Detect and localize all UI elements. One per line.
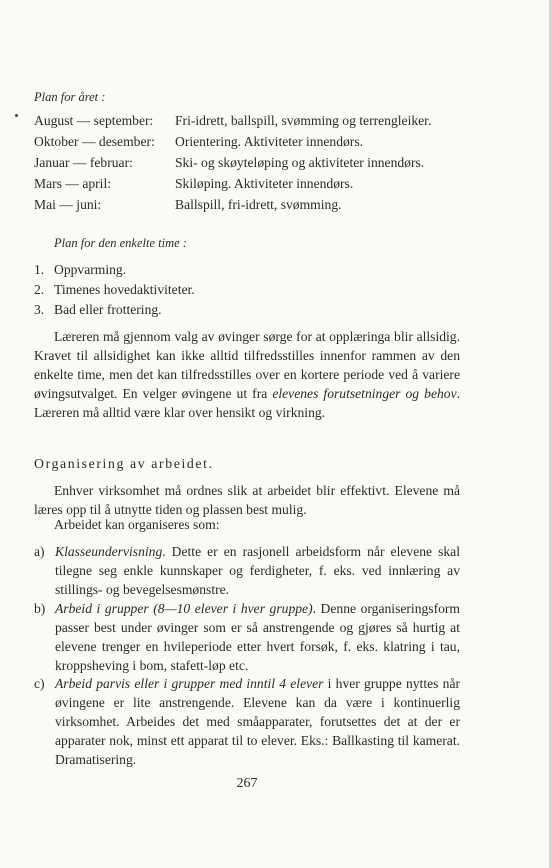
plan-year-activity: Fri-idrett, ballspill, svømming og terrengleiker. [175,113,432,128]
plan-year-activity: Skiløping. Aktiviteter innendørs. [175,176,354,191]
list-item [34,674,460,769]
list-item-title: Arbeid i grupper (8—10 elever i hver gruppe) [55,601,313,616]
page-number: 267 [236,776,258,791]
plan-lesson-heading: Plan for den enkelte time : [54,236,187,250]
lesson-step-number: 1. [34,262,45,277]
plan-year-period: Mai — juni: [34,197,102,212]
list-item-marker: c) [34,676,45,691]
section-intro: Arbeidet kan organiseres som: [54,517,220,532]
plan-year-heading: Plan for året : [34,90,106,104]
lesson-step-text: Timenes hovedaktiviteter. [54,282,195,297]
list-item-text: i hver gruppe nyttes når øvingene er lite anstrengende. Elevene kan da være i kontinuerlig virksomhet. Arbeides det med småapparater, forutsettes det at der er apparater nok, minst ett apparat til to elever. Eks.: Ballkasting til kamerat. Dramatisering. [55,676,461,767]
list-item [34,542,460,599]
plan-year-activity: Ballspill, fri-idrett, svømming. [175,197,342,212]
list-item-text: . Dette er en rasjonell arbeidsform når elevene skal tilegne seg enkle kunnskaper og ferdigheter, f. eks. ved innlæring av stillings- og bevegelsesmønstre. [55,544,460,597]
paragraph-allsidighet [34,327,460,422]
plan-year-period: Mars — april: [34,176,112,191]
lesson-step-text: Bad eller frottering. [54,302,162,317]
margin-mark [15,114,18,117]
list-item-content [55,599,460,675]
lesson-step-number: 3. [34,302,45,317]
lesson-step-text: Oppvarming. [54,262,127,277]
list-item-text: . Denne organiseringsform passer best under øvinger som er så anstrengende og gjøres så hurtig at elevene trenger en hvileperiode etter hvert forsøk, f. eks. klatring i tau, kroppsheving i bom, stafett-løp etc. [55,601,461,673]
list-item-marker: b) [34,601,46,616]
paragraph-text: . Læreren må alltid være klar over hensikt og virkning. [34,386,461,420]
list-item-title: Klasseundervisning [55,544,163,559]
plan-year-activity: Ski- og skøyteløping og aktiviteter innendørs. [175,155,425,170]
section-intro: Enhver virksomhet må ordnes slik at arbeidet blir effektivt. Elevene må læres opp til å utnytte tiden og plassen best mulig. [34,483,460,517]
list-item-content [55,542,460,599]
list-item-marker: a) [34,544,45,559]
plan-year-period: August — september: [34,113,154,128]
plan-year-period: Oktober — desember: [34,134,155,149]
plan-year-period: Januar — februar: [34,155,133,170]
list-item [34,599,460,675]
list-item-content [55,674,460,769]
plan-year-activity: Orientering. Aktiviteter innendørs. [175,134,364,149]
list-item-title: Arbeid parvis eller i grupper med inntil 4 elever [55,676,324,691]
lesson-step-number: 2. [34,282,45,297]
section-heading: Organisering av arbeidet. [34,456,214,471]
paragraph-emphasis: elevenes forutsetninger og behov [272,386,457,401]
paragraph-text: Læreren må gjennom valg av øvinger sørge for at opplæringa blir allsidig. Kravet til allsidighet kan ikke alltid tilfredsstilles innenfor rammen av den enkelte time, men det kan tilfredsstilles over en kortere periode ved å variere øvingsutvalget. En velger øvingene ut fra [34,329,460,401]
